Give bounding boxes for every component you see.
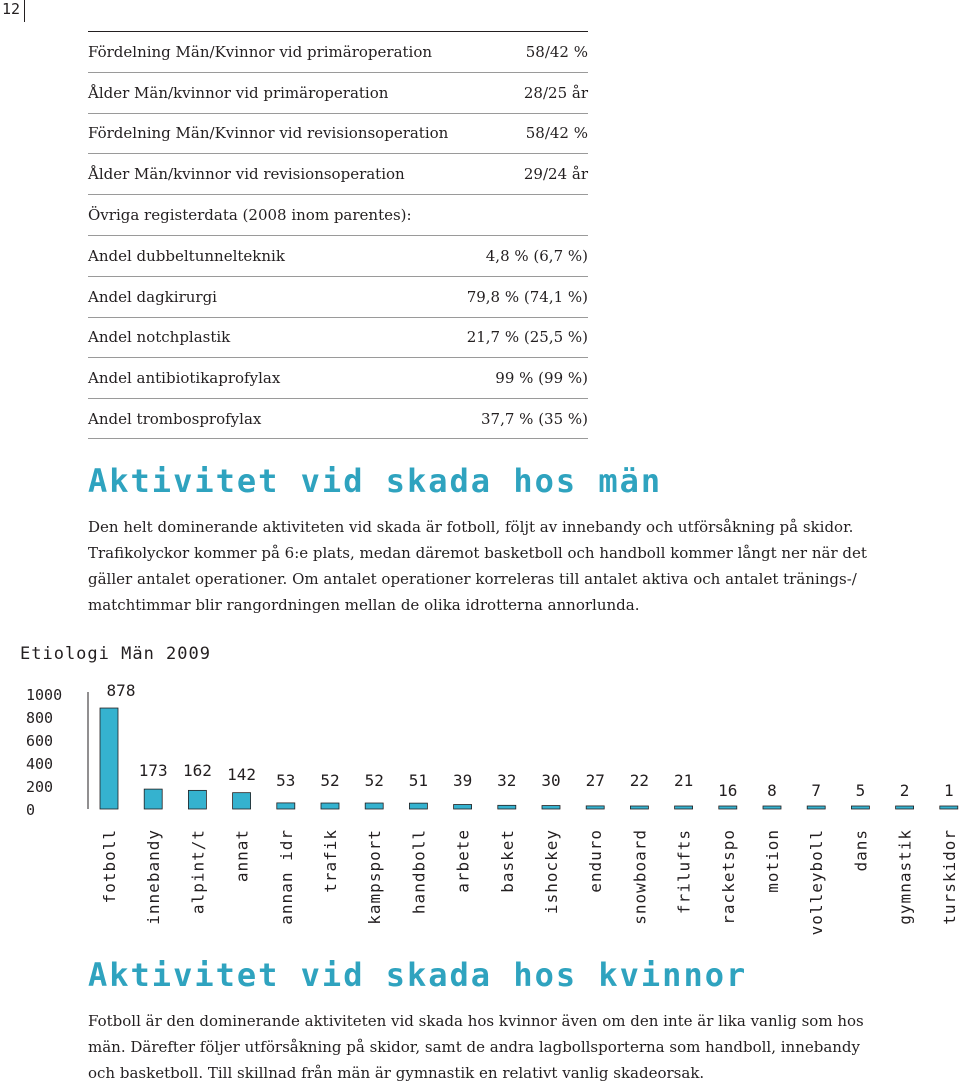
stat-row <box>88 276 588 317</box>
stat-label: Fördelning Män/Kvinnor vid primäroperation <box>88 42 433 61</box>
section-heading-men: Aktivitet vid skada hos män <box>88 462 663 500</box>
stat-value: 29/24 år <box>523 165 588 184</box>
bar-value-label: 22 <box>629 771 650 790</box>
x-tick-label: fotboll <box>100 829 119 904</box>
stat-label: Andel antibiotikaprofylax <box>88 369 281 388</box>
bar-trafik <box>321 803 339 809</box>
stat-label: Fördelning Män/Kvinnor vid revisionsoperation <box>88 124 449 143</box>
bar-basket <box>498 805 516 809</box>
stat-value: 58/42 % <box>525 124 588 143</box>
bar-enduro <box>586 806 604 809</box>
stat-value: 37,7 % (35 %) <box>481 409 588 428</box>
stat-row <box>88 398 588 439</box>
bar-alpint-t <box>188 790 206 809</box>
bar-value-label: 878 <box>106 681 136 701</box>
bar-value-label: 2 <box>899 781 910 800</box>
stat-label: Andel notchplastik <box>88 328 231 347</box>
bar-value-label: 21 <box>673 771 694 790</box>
bar-value-label: 52 <box>364 771 384 790</box>
stat-label: Andel dagkirurgi <box>88 287 217 306</box>
x-tick-label: dans <box>851 829 871 872</box>
stat-label: Andel dubbeltunnelteknik <box>88 246 285 265</box>
registry-stats-table <box>88 31 588 439</box>
stat-row-subheading <box>88 194 588 235</box>
bar-frilufts <box>675 806 693 809</box>
stat-value: 28/25 år <box>523 83 588 102</box>
bar-value-label: 32 <box>497 771 517 790</box>
section-paragraph-men: Den helt dominerande aktiviteten vid skada är fotboll, följt av innebandy och utförsåkning på skidor. Trafikolyckor kommer på 6:e plats, medan däremot basketboll och handboll kommer långt ner när det gäller antalet operationer. Om antalet operationer korreleras till antalet aktiva och antalet tränings-/ matchtimmar blir rangordningen mellan de olika idrotterna annorlunda. <box>88 518 867 614</box>
stat-label: Ålder Män/kvinnor vid revisionsoperation <box>88 165 405 184</box>
stat-value: 99 % (99 %) <box>495 369 588 388</box>
etiologi-bar-chart <box>0 670 960 940</box>
x-tick-label: frilufts <box>674 829 694 915</box>
x-tick-label: ishockey <box>542 829 561 915</box>
x-tick-label: turskidor <box>939 829 959 925</box>
bar-fotboll <box>100 708 118 809</box>
bar-value-label: 173 <box>138 761 168 780</box>
section-heading-women: Aktivitet vid skada hos kvinnor <box>88 956 748 994</box>
x-tick-label: gymnastik <box>895 829 915 925</box>
y-tick-label: 0 <box>26 801 36 819</box>
bar-value-label: 16 <box>718 781 738 800</box>
bar-value-label: 162 <box>182 761 212 780</box>
x-tick-label: motion <box>763 829 782 893</box>
stat-row <box>88 113 588 154</box>
bar-value-label: 7 <box>811 781 822 800</box>
x-tick-label: enduro <box>586 829 606 893</box>
y-tick-label: 400 <box>26 755 54 773</box>
x-tick-label: innebandy <box>144 829 164 925</box>
page-number-divider <box>24 0 25 22</box>
bar-value-label: 5 <box>855 781 866 800</box>
bar-ishockey <box>542 806 560 809</box>
x-tick-label: snowboard <box>630 829 650 925</box>
bar-annat <box>233 793 251 809</box>
x-tick-label: volleyboll <box>807 829 827 936</box>
bar-volleyboll <box>807 806 825 809</box>
x-tick-label: basket <box>497 829 517 893</box>
stat-subheading: Övriga registerdata (2008 inom parentes): <box>88 206 412 225</box>
bar-turskidor <box>940 806 958 809</box>
y-tick-label: 200 <box>26 778 54 796</box>
bar-annan-idr <box>277 803 295 809</box>
bar-kampsport <box>365 803 383 809</box>
stat-row <box>88 153 588 194</box>
y-tick-label: 1000 <box>26 686 63 704</box>
bar-arbete <box>454 805 472 809</box>
x-tick-label: annan idr <box>276 829 296 925</box>
page-number: 12 <box>2 0 21 18</box>
x-tick-label: annat <box>232 829 252 883</box>
bar-value-label: 30 <box>541 771 561 790</box>
x-tick-label: arbete <box>453 829 473 893</box>
stat-label: Ålder Män/kvinnor vid primäroperation <box>88 83 389 102</box>
bar-dans <box>851 806 869 809</box>
section-paragraph-women: Fotboll är den dominerande aktiviteten vid skada hos kvinnor även om den inte är lika vanlig som hos män. Därefter följer utförsåkning på skidor, samt de andra lagbollsporterna som handboll, innebandy och basketboll. Till skillnad från män är gymnastik en relativt vanlig skadeorsak. <box>88 1012 864 1082</box>
stat-row <box>88 31 588 72</box>
x-tick-label: alpint/t <box>188 829 208 915</box>
stat-value: 21,7 % (25,5 %) <box>466 328 588 347</box>
bar-gymnastik <box>896 806 914 809</box>
bar-value-label: 142 <box>227 765 257 784</box>
bar-value-label: 8 <box>767 781 777 800</box>
stat-label: Andel trombosprofylax <box>88 409 262 428</box>
x-tick-label: trafik <box>321 829 340 893</box>
bar-value-label: 39 <box>452 771 473 790</box>
stat-value: 4,8 % (6,7 %) <box>485 246 588 265</box>
bar-motion <box>763 806 781 809</box>
bar-value-label: 52 <box>320 771 340 790</box>
x-tick-label: handboll <box>409 829 429 915</box>
x-tick-label: kampsport <box>365 829 385 925</box>
bar-value-label: 51 <box>408 771 429 790</box>
stat-row <box>88 72 588 113</box>
stat-value: 79,8 % (74,1 %) <box>466 287 588 306</box>
bar-innebandy <box>144 789 162 809</box>
bar-value-label: 53 <box>276 771 296 790</box>
bar-value-label: 27 <box>585 771 605 790</box>
chart-title: Etiologi Män 2009 <box>20 644 211 664</box>
stat-row <box>88 357 588 398</box>
bar-handboll <box>409 803 427 809</box>
bar-snowboard <box>630 806 648 809</box>
y-tick-label: 800 <box>26 709 54 727</box>
bar-value-label: 1 <box>943 781 954 800</box>
stat-row <box>88 235 588 276</box>
x-tick-label: racketspo <box>718 829 738 925</box>
y-tick-label: 600 <box>26 732 54 750</box>
stat-row <box>88 317 588 358</box>
stat-value: 58/42 % <box>525 42 588 61</box>
bar-racketspo <box>719 806 737 809</box>
